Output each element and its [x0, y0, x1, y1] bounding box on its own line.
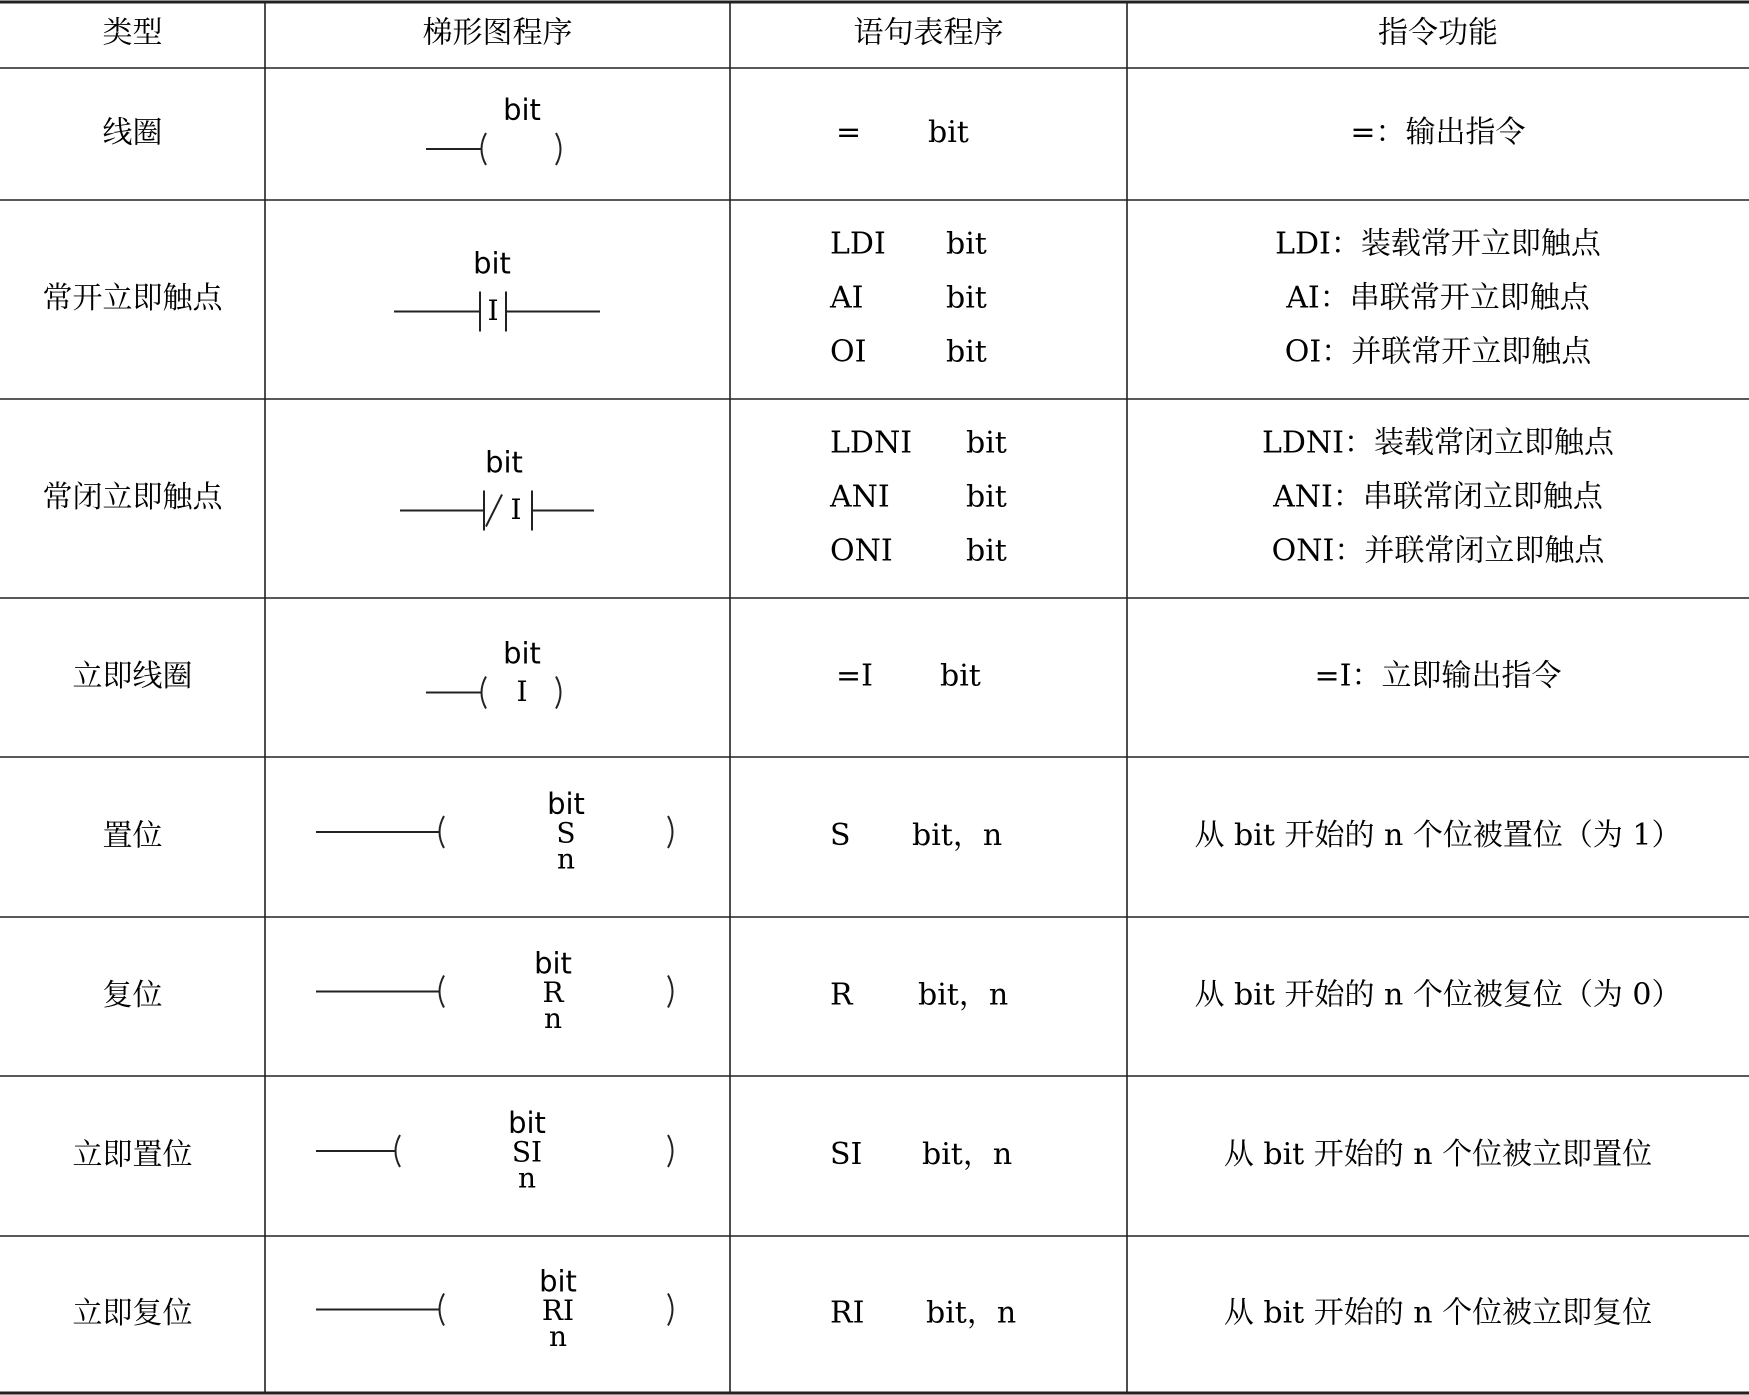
- function-text: ANI：串联常闭立即触点: [1273, 479, 1603, 515]
- ladder-inner-label: I: [487, 294, 499, 327]
- ladder-inner-label: I: [516, 675, 528, 708]
- ladder-symbol: [426, 637, 561, 709]
- function-cell: [1224, 1296, 1652, 1331]
- ladder-operand-label: bit: [508, 1106, 546, 1140]
- coil-right-bracket: [556, 677, 561, 709]
- ladder-instruction-label: RI: [541, 1294, 575, 1327]
- stl-cell: [836, 115, 969, 150]
- stl-operand: bit: [966, 479, 1007, 515]
- table-row: [103, 787, 1682, 876]
- stl-operand: bit: [966, 533, 1007, 569]
- type-cell: 置位: [102, 818, 163, 854]
- ladder-symbol: [400, 446, 594, 531]
- ladder-operand-label: bit: [534, 946, 572, 981]
- stl-opcode: =: [836, 115, 862, 150]
- coil-right-bracket: [556, 133, 561, 165]
- table-row: [103, 93, 1526, 165]
- stl-operand: bit: [928, 115, 969, 150]
- function-text: 从 bit 开始的 n 个位被立即置位: [1223, 1137, 1653, 1172]
- function-text: ONI：并联常闭立即触点: [1271, 533, 1605, 569]
- table-row: [73, 1106, 1653, 1195]
- ladder-symbol: [426, 93, 561, 165]
- stl-opcode: ANI: [830, 479, 890, 515]
- type-cell: 常开立即触点: [42, 281, 223, 316]
- coil-left-bracket: [440, 976, 445, 1008]
- coil-right-bracket: [668, 816, 673, 848]
- function-text: AI：串联常开立即触点: [1286, 280, 1590, 316]
- function-cell: [1195, 818, 1682, 853]
- stl-opcode: AI: [830, 280, 864, 316]
- stl-opcode: ONI: [830, 533, 893, 569]
- stl-opcode: LDNI: [830, 425, 913, 461]
- ladder-symbol: [316, 947, 673, 1036]
- function-text: 从 bit 开始的 n 个位被置位（为 1）: [1194, 818, 1682, 853]
- stl-opcode: R: [830, 977, 853, 1013]
- ladder-count-label: n: [543, 1002, 563, 1035]
- type-cell: 常闭立即触点: [42, 480, 223, 515]
- stl-opcode: =I: [836, 658, 873, 694]
- coil-left-bracket: [482, 133, 487, 165]
- stl-operand: bit: [946, 226, 987, 262]
- type-cell: 立即线圈: [72, 659, 193, 694]
- coil-left-bracket: [440, 816, 445, 848]
- function-cell: [1195, 978, 1682, 1013]
- stl-operand: bit，n: [922, 1137, 1013, 1172]
- coil-right-bracket: [668, 976, 673, 1008]
- stl-operand: bit，n: [926, 1295, 1017, 1331]
- table-row: [73, 1265, 1653, 1354]
- stl-operand: bit: [946, 334, 987, 370]
- ladder-instruction-label: SI: [511, 1135, 543, 1169]
- stl-operand: bit: [940, 658, 981, 694]
- stl-opcode: S: [830, 818, 851, 853]
- function-text: OI：并联常开立即触点: [1284, 334, 1592, 370]
- function-text: 从 bit 开始的 n 个位被复位（为 0）: [1194, 977, 1682, 1013]
- stl-cell: [836, 659, 981, 694]
- table-grid: [0, 2, 1749, 1393]
- function-text: LDNI：装载常闭立即触点: [1261, 425, 1615, 461]
- function-cell: [1262, 426, 1615, 569]
- column-header: 类型: [102, 15, 163, 51]
- table-row: [43, 426, 1616, 569]
- function-text: =I：立即输出指令: [1314, 658, 1562, 694]
- ladder-instruction-label: R: [542, 976, 564, 1009]
- function-cell: [1350, 115, 1525, 150]
- stl-cell: [829, 426, 1007, 569]
- ladder-instruction-label: S: [556, 816, 576, 850]
- stl-opcode: SI: [830, 1137, 863, 1172]
- stl-cell: [830, 1137, 1012, 1172]
- ladder-operand-label: bit: [547, 787, 585, 821]
- stl-cell: [830, 978, 1008, 1013]
- ladder-symbol: [316, 1106, 673, 1195]
- stl-opcode: OI: [830, 334, 867, 370]
- column-header: 语句表程序: [853, 15, 1004, 51]
- ladder-count-label: n: [556, 842, 576, 876]
- ladder-inner-label: I: [510, 493, 522, 526]
- stl-operand: bit，n: [912, 818, 1003, 853]
- ladder-count-label: n: [517, 1161, 537, 1195]
- type-cell: 立即置位: [72, 1137, 193, 1173]
- table-header: [103, 16, 1499, 51]
- function-cell: [1315, 659, 1562, 694]
- function-cell: [1224, 1137, 1652, 1172]
- coil-left-bracket: [482, 677, 487, 709]
- ladder-operand-label: bit: [485, 445, 523, 480]
- type-cell: 复位: [102, 978, 163, 1013]
- coil-left-bracket: [440, 1294, 445, 1326]
- table-row: [43, 227, 1602, 370]
- function-text: LDI：装载常开立即触点: [1275, 226, 1601, 262]
- function-text: =：输出指令: [1350, 115, 1526, 150]
- stl-cell: [829, 227, 987, 370]
- stl-cell: [830, 818, 1002, 853]
- coil-right-bracket: [668, 1135, 673, 1167]
- stl-operand: bit: [966, 425, 1007, 461]
- ladder-symbol: [394, 247, 600, 332]
- ladder-symbol: [316, 1265, 673, 1354]
- table-row: [103, 947, 1682, 1036]
- stl-opcode: LDI: [830, 226, 886, 262]
- stl-operand: bit，n: [918, 977, 1009, 1013]
- ladder-count-label: n: [548, 1320, 568, 1353]
- column-header: 指令功能: [1378, 15, 1498, 51]
- type-cell: 线圈: [102, 115, 163, 151]
- ladder-operand-label: bit: [473, 246, 511, 281]
- ladder-operand-label: bit: [503, 636, 541, 671]
- ladder-operand-label: bit: [539, 1264, 577, 1299]
- table-row: [73, 637, 1562, 709]
- contact-nc-slash: [486, 495, 502, 527]
- function-cell: [1275, 227, 1602, 370]
- ladder-symbol: [316, 787, 673, 876]
- column-header: 梯形图程序: [422, 15, 573, 51]
- stl-opcode: RI: [830, 1295, 865, 1331]
- stl-cell: [830, 1296, 1016, 1331]
- table-cells: [43, 16, 1682, 1354]
- type-cell: 立即复位: [72, 1296, 193, 1331]
- stl-operand: bit: [946, 280, 987, 316]
- coil-right-bracket: [668, 1294, 673, 1326]
- ladder-operand-label: bit: [503, 93, 541, 127]
- function-text: 从 bit 开始的 n 个位被立即复位: [1223, 1295, 1653, 1331]
- coil-left-bracket: [396, 1135, 401, 1167]
